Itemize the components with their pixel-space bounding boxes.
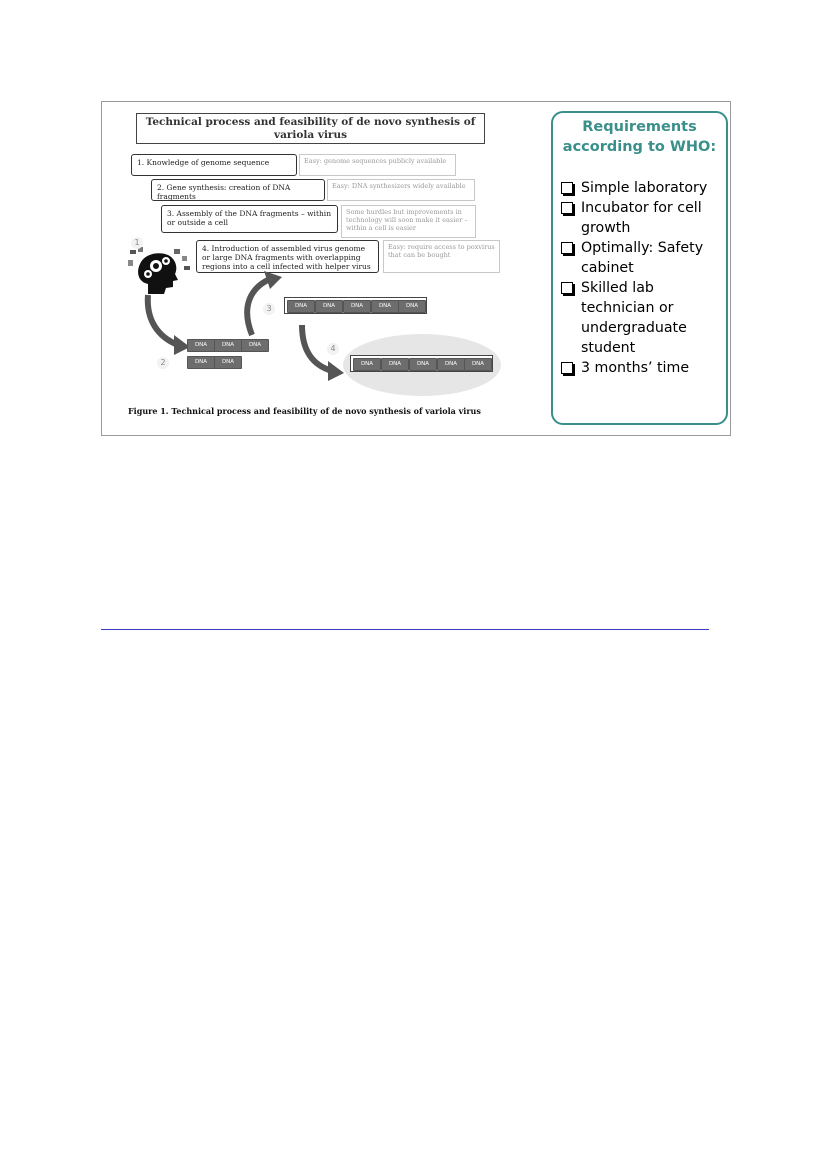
requirements-list	[560, 178, 728, 378]
step-3-box: 3. Assembly of the DNA fragments – within or outside a cell	[161, 205, 338, 233]
requirement-text: Simple laboratory	[581, 180, 708, 196]
stage-number-1: 1	[131, 237, 143, 249]
step-1-box: 1. Knowledge of genome sequence	[131, 154, 297, 176]
requirement-text: Incubator for cell growth	[581, 200, 702, 236]
stage-number-3: 3	[263, 303, 275, 315]
dna-fragment: DNA	[287, 300, 315, 313]
requirement-text: 3 months’ time	[581, 360, 690, 376]
checkbox-icon	[561, 282, 573, 294]
step-2-box: 2. Gene synthesis: creation of DNA fragments	[151, 179, 325, 201]
step-2-note: Easy: DNA synthesizers widely available	[327, 179, 475, 201]
requirement-item	[560, 358, 728, 378]
stage-number-2: 2	[157, 357, 169, 369]
stage-number-4: 4	[327, 343, 339, 355]
requirement-item	[560, 198, 728, 238]
requirement-item	[560, 278, 728, 358]
dna-fragment: DNA	[214, 339, 242, 352]
dna-fragment: DNA	[343, 300, 371, 313]
dna-fragment: DNA	[241, 339, 269, 352]
dna-fragment: DNA	[398, 300, 426, 313]
dna-fragment: DNA	[464, 358, 492, 371]
requirement-item	[560, 178, 728, 198]
checkbox-icon	[561, 182, 573, 194]
dna-fragment: DNA	[187, 356, 215, 369]
dna-fragment: DNA	[409, 358, 437, 371]
requirement-item	[560, 238, 728, 278]
dna-fragment: DNA	[315, 300, 343, 313]
step-3-note: Some hurdles but improvements in technology will soon make it easier – within a cell is easier	[341, 205, 476, 238]
checkbox-icon	[561, 242, 573, 254]
step-1-note: Easy: genome sequences publicly available	[299, 154, 456, 176]
figure-caption: Figure 1. Technical process and feasibility of de novo synthesis of variola virus	[128, 406, 481, 416]
dna-fragment: DNA	[187, 339, 215, 352]
curved-arrow-icon	[140, 255, 360, 385]
dna-fragment: DNA	[437, 358, 465, 371]
footnote-separator	[101, 629, 709, 630]
requirements-title: Requirements according to WHO:	[562, 119, 717, 155]
dna-fragment: DNA	[381, 358, 409, 371]
dna-fragment: DNA	[214, 356, 242, 369]
dna-fragment: DNA	[371, 300, 399, 313]
checkbox-icon	[561, 362, 573, 374]
step-4-box: 4. Introduction of assembled virus genome or large DNA fragments with overlapping regions into a cell infected with helper virus	[196, 240, 379, 273]
checkbox-icon	[561, 202, 573, 214]
requirement-text: Skilled lab technician or undergraduate student	[581, 280, 687, 356]
requirement-text: Optimally: Safety cabinet	[581, 240, 704, 276]
dna-fragment: DNA	[353, 358, 381, 371]
step-4-note: Easy: require access to poxvirus that can be bought	[383, 240, 500, 273]
diagram-title: Technical process and feasibility of de novo synthesis of variola virus	[136, 113, 485, 144]
